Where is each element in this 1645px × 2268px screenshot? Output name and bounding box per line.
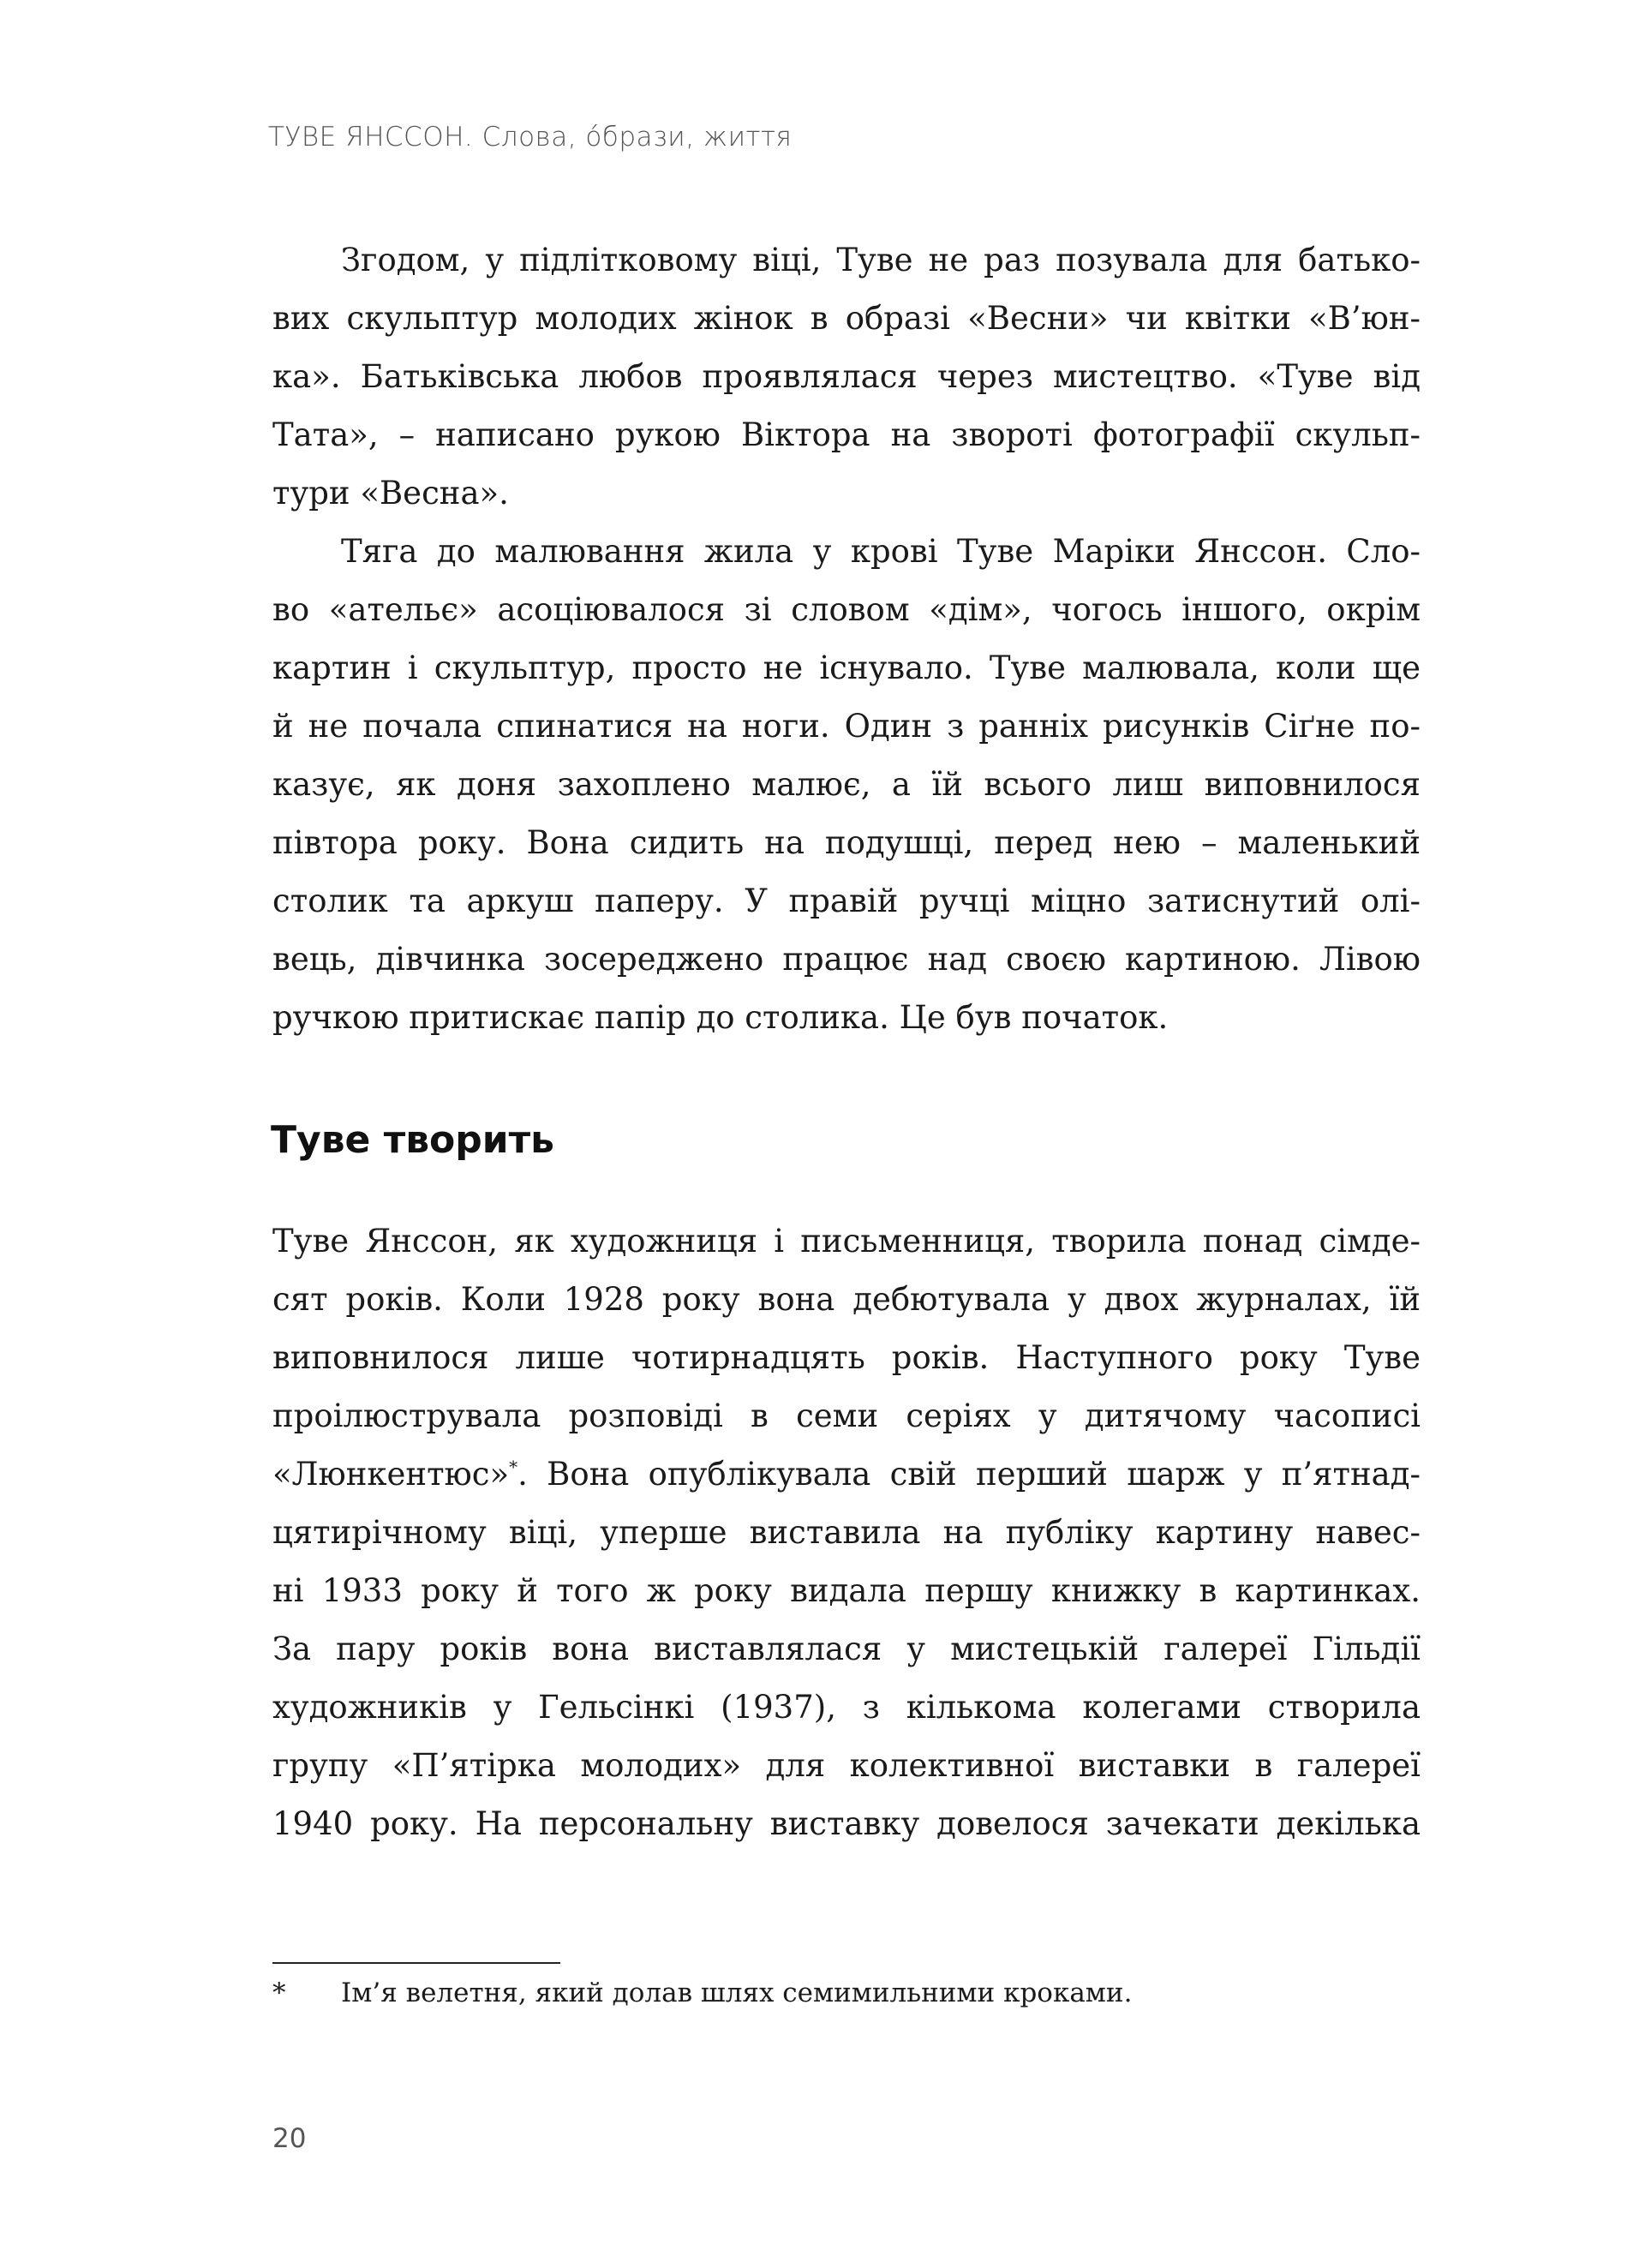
text-line: виповнилося лише чотирнадцять років. Наступного року Туве xyxy=(272,1339,1421,1376)
text-line: Тяга до малювання жила у крові Туве Маріки Янссон. Сло- xyxy=(341,533,1421,570)
footnote-reference[interactable]: * xyxy=(509,1457,518,1477)
text-line: півтора року. Вона сидить на подушці, перед нею – маленький xyxy=(272,824,1421,861)
paragraph-1 xyxy=(272,231,1421,523)
text-line: Туве Янссон, як художниця і письменниця, творила понад сімде- xyxy=(272,1223,1421,1260)
text-line: художників у Гельсінкі (1937), з кількома колегами створила xyxy=(272,1689,1421,1726)
text-line: Тата», – написано рукою Віктора на звороті фотографії скульп- xyxy=(272,416,1421,453)
text-line: проілюструвала розповіді в семи серіях у дитячому часописі xyxy=(272,1397,1421,1434)
text-continuation: . Вона опублікувала свій перший шарж у п’ятнад- xyxy=(517,1456,1421,1493)
text-line: вець, дівчинка зосереджено працює над своєю картиною. Лівою xyxy=(272,941,1421,978)
section-heading: Туве творить xyxy=(271,1118,554,1162)
footnote-mark: * xyxy=(272,1978,286,2008)
journal-name: «Люнкентюс» xyxy=(272,1456,510,1493)
text-line: ка». Батьківська любов проявлялася через мистецтво. «Туве від xyxy=(272,358,1421,395)
text-line: й не почала спинатися на ноги. Один з ранніх рисунків Сіґне по- xyxy=(272,708,1421,745)
footnote-divider xyxy=(272,1962,560,1964)
text-line: картин і скульптур, просто не існувало. Туве малювала, коли ще xyxy=(272,649,1421,686)
text-line: столик та аркуш паперу. У правій ручці міцно затиснутий олі- xyxy=(272,883,1421,919)
text-line: ручкою притискає папір до столика. Це був початок. xyxy=(272,999,1169,1036)
text-line: За пару років вона виставлялася у мистецькій галереї Гільдії xyxy=(272,1631,1421,1667)
paragraph-3 xyxy=(272,1212,1421,1853)
text-line: ні 1933 року й того ж року видала першу книжку в картинках. xyxy=(272,1572,1421,1609)
text-line: казує, як доня захоплено малює, а їй всього лиш виповнилося xyxy=(272,766,1421,803)
text-line: цятирічному віці, уперше виставила на публіку картину навес- xyxy=(272,1514,1421,1551)
footnote-text: Ім’я велетня, який долав шлях семимильними кроками. xyxy=(341,1978,1133,2008)
text-line: Згодом, у підлітковому віці, Туве не раз позувала для батько- xyxy=(341,242,1421,278)
text-line: сят років. Коли 1928 року вона дебютувала у двох журналах, їй xyxy=(272,1281,1421,1318)
running-head: ТУВЕ ЯНССОН. Слова, óбрази, життя xyxy=(268,122,793,153)
text-line: во «ательє» асоціювалося зі словом «дім», чогось іншого, окрім xyxy=(272,591,1421,628)
footnote xyxy=(272,1978,1132,2008)
text-line: вих скульптур молодих жінок в образі «Весни» чи квітки «В’юн- xyxy=(272,300,1421,337)
text-line-with-footnote xyxy=(272,1445,1421,1504)
page-number: 20 xyxy=(272,2123,307,2154)
text-line: тури «Весна». xyxy=(272,475,509,512)
text-line: групу «П’ятірка молодих» для колективної виставки в галереї xyxy=(272,1747,1421,1784)
paragraph-2 xyxy=(272,523,1421,1047)
text-line: 1940 року. На персональну виставку довелося зачекати декілька xyxy=(272,1805,1421,1842)
